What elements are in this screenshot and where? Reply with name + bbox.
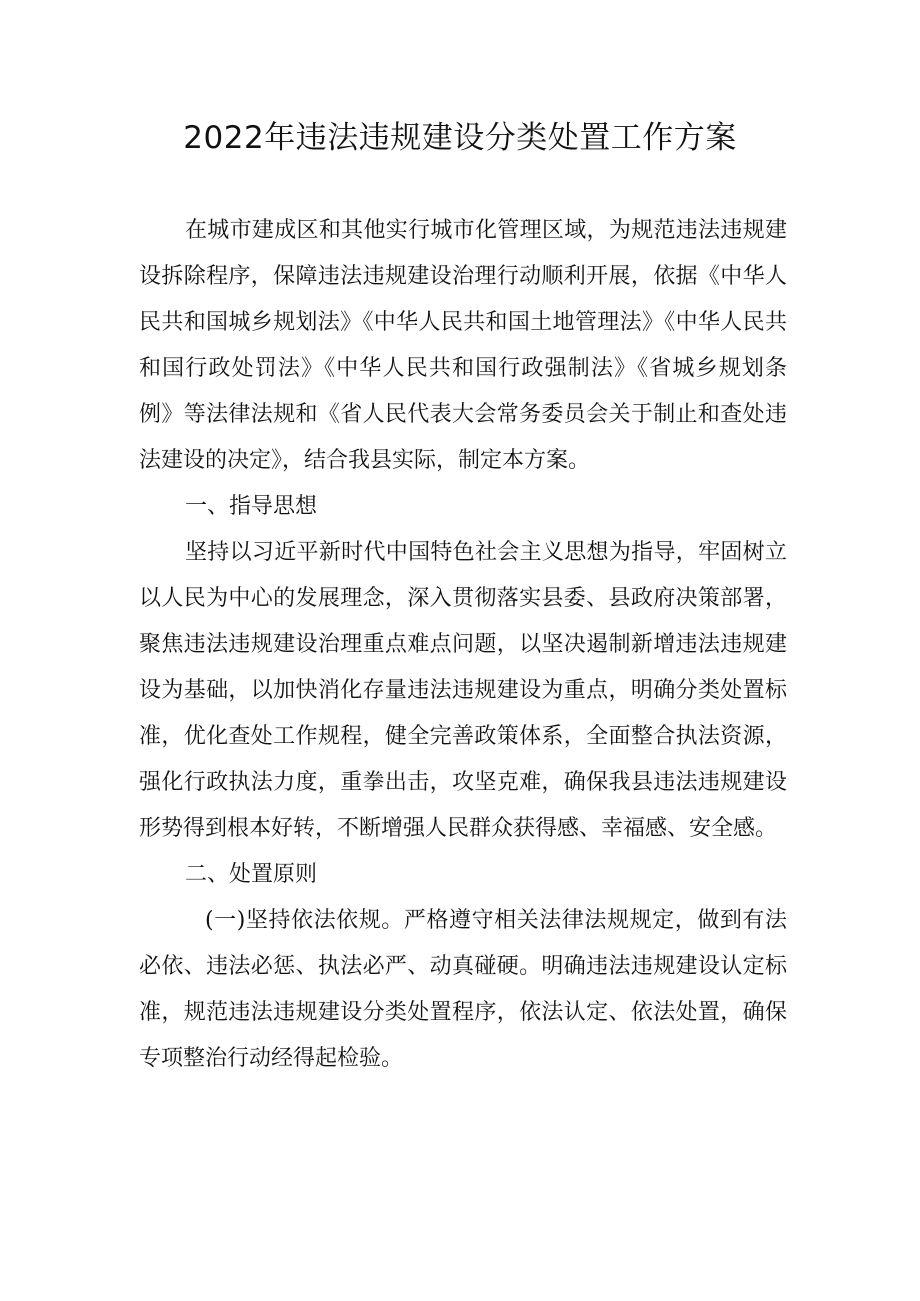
guiding-ideology-paragraph: 坚持以习近平新时代中国特色社会主义思想为指导，牢固树立以人民为中心的发展理念，深入贯彻落实县委、县政府决策部署，聚焦违法违规建设治理重点难点问题，以坚决遏制新增违法违规建设为基础，以加快消化存量违法违规建设为重点，明确分类处置标准，优化查处工作规程，健全完善政策体系，全面整合执法资源，强化行政执法力度，重拳出击，攻坚克难，确保我县违法违规建设形势得到根本好转，不断增强人民群众获得感、幸福感、安全感。 [139,540,787,841]
section-heading-guiding-ideology: 一、指导思想 [185,494,318,519]
principle-item-1: (一)坚持依法依规。严格遵守相关法律法规规定，做到有法必依、违法必惩、执法必严、动真碰硬。明确违法违规建设认定标准，规范违法违规建设分类处置程序，依法认定、依法处置，确保专项整治行动经得起检验。 [139,908,787,1071]
section-heading-disposal-principles: 二、处置原则 [185,862,318,887]
intro-paragraph: 在城市建成区和其他实行城市化管理区域，为规范违法违规建设拆除程序，保障违法违规建设治理行动顺利开展，依据《中华人民共和国城乡规划法》《中华人民共和国土地管理法》《中华人民共和国行政处罚法》《中华人民共和国行政强制法》《省城乡规划条例》等法律法规和《省人民代表大会常务委员会关于制止和查处违法建设的决定》，结合我县实际，制定本方案。 [139,218,787,473]
document-title: 2022年违法违规建设分类处置工作方案 [183,120,737,156]
document-body [139,208,787,1082]
